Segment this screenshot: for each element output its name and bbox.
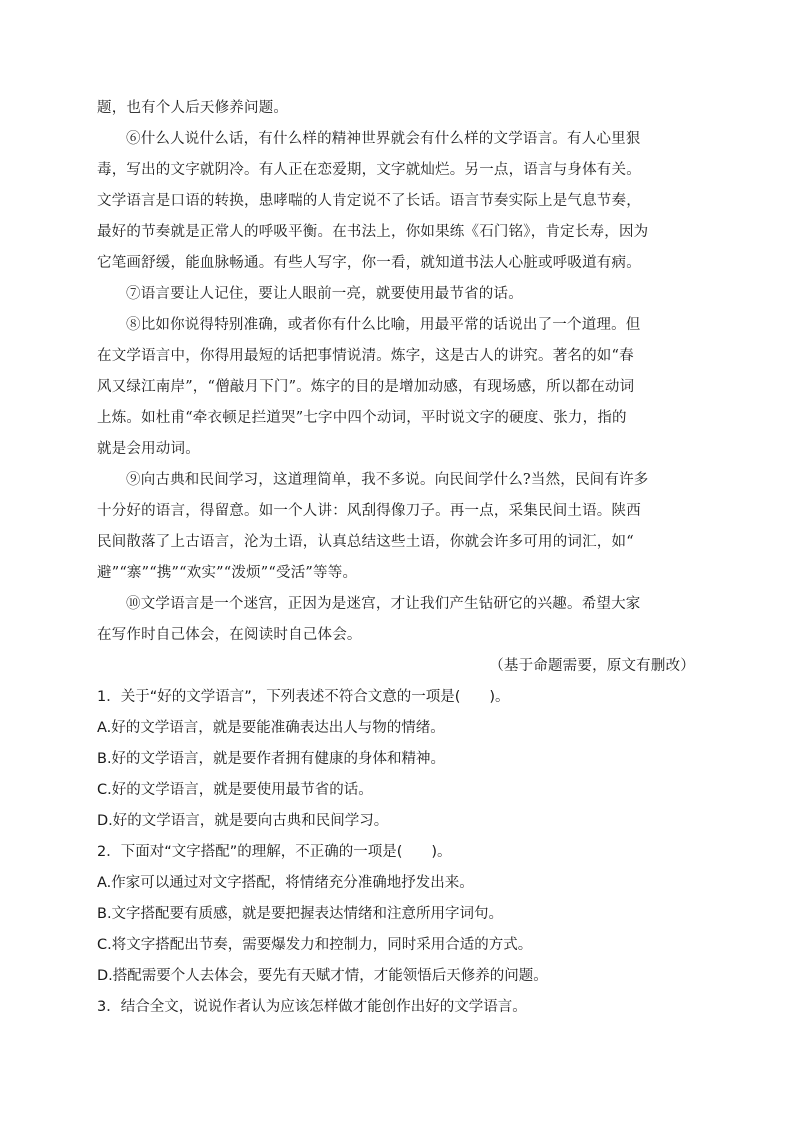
passage-line: 毒，写出的文字就阴冷。有人正在恋爱期，文字就灿烂。另一点，语言与身体有关。 bbox=[97, 162, 641, 178]
passage-line: ⑥什么人说什么话，有什么样的精神世界就会有什么样的文学语言。有人心里狠 bbox=[126, 131, 641, 147]
passage-line: 民间散落了上古语言，沦为土语，认真总结这些土语，你就会许多可用的词汇，如“ bbox=[97, 534, 634, 550]
question-1 bbox=[97, 682, 697, 837]
passage-line: 就是会用动词。 bbox=[97, 441, 200, 457]
passage bbox=[97, 93, 697, 682]
question-stem: 1．关于“好的文学语言”，下列表述不符合文意的一项是( )。 bbox=[97, 689, 510, 705]
passage-line: 十分好的语言，得留意。如一个人讲：风刮得像刀子。再一点，采集民间土语。陕西 bbox=[97, 503, 641, 519]
question-option: C.将文字搭配出节奏，需要爆发力和控制力，同时采用合适的方式。 bbox=[97, 937, 533, 953]
question-option: B.文字搭配要有质感，就是要把握表达情绪和注意所用字词句。 bbox=[97, 906, 504, 922]
question-2 bbox=[97, 837, 697, 992]
passage-line: ⑦语言要让人记住，要让人眼前一亮，就要使用最节省的话。 bbox=[126, 286, 523, 302]
passage-line: ⑩文学语言是一个迷宫，正因为是迷宫，才让我们产生钻研它的兴趣。希望大家 bbox=[126, 596, 641, 612]
passage-line: ⑧比如你说得特别准确，或者你有什么比喻，用最平常的话说出了一个道理。但 bbox=[126, 317, 641, 333]
document-page bbox=[97, 93, 697, 1023]
question-stem: 2．下面对“文字搭配”的理解，不正确的一项是( )。 bbox=[97, 844, 452, 860]
question-option: B.好的文学语言，就是要作者拥有健康的身体和精神。 bbox=[97, 751, 446, 767]
question-option: A.好的文学语言，就是要能准确表达出人与物的情绪。 bbox=[97, 720, 445, 736]
passage-line: ⑨向古典和民间学习，这道理简单，我不多说。向民间学什么?当然，民间有许多 bbox=[126, 472, 649, 488]
question-stem: 3．结合全文，说说作者认为应该怎样做才能创作出好的文学语言。 bbox=[97, 999, 527, 1015]
question-option: D.搭配需要个人去体会，要先有天赋才情，才能领悟后天修养的问题。 bbox=[97, 968, 548, 984]
passage-line: 在写作时自己体会，在阅读时自己体会。 bbox=[97, 627, 362, 643]
passage-line: 避”“寨”“携”“欢实”“泼烦”“受活”等等。 bbox=[97, 565, 358, 581]
passage-line: 最好的节奏就是正常人的呼吸平衡。在书法上，你如果练《石门铭》，肯定长寿，因为 bbox=[97, 224, 649, 240]
passage-line: 在文学语言中，你得用最短的话把事情说清。炼字，这是古人的讲究。著名的如“春 bbox=[97, 348, 634, 364]
question-option: A.作家可以通过对文字搭配，将情绪充分准确地抒发出来。 bbox=[97, 875, 474, 891]
passage-line: 它笔画舒缓，能血脉畅通。有些人写字，你一看，就知道书法人心脏或呼吸道有病。 bbox=[97, 255, 641, 271]
passage-line: 风又绿江南岸”，“僧敲月下门”。炼字的目的是增加动感，有现场感，所以都在动词 bbox=[97, 379, 635, 395]
passage-line: 题，也有个人后天修养问题。 bbox=[97, 100, 289, 116]
question-option: C.好的文学语言，就是要使用最节省的话。 bbox=[97, 782, 373, 798]
question-option: D.好的文学语言，就是要向古典和民间学习。 bbox=[97, 813, 389, 829]
question-3 bbox=[97, 992, 697, 1023]
passage-line: 上炼。如杜甫“牵衣顿足拦道哭”七字中四个动词，平时说文字的硬度、张力，指的 bbox=[97, 410, 627, 426]
source-note: （基于命题需要，原文有删改） bbox=[489, 658, 695, 674]
passage-line: 文学语言是口语的转换，患哮喘的人肯定说不了长话。语言节奏实际上是气息节奏， bbox=[97, 193, 641, 209]
